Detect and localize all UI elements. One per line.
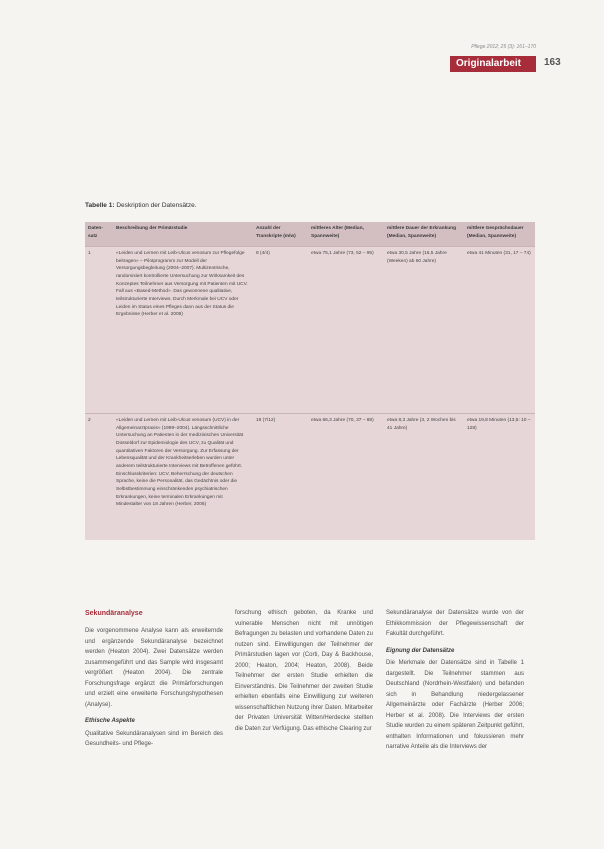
description-table bbox=[85, 222, 535, 540]
header-cell: mittlere Dauer der Erkrankung (Median, Spannweite) bbox=[384, 222, 464, 247]
text-column-2 bbox=[235, 608, 373, 738]
header-cell: Daten-satz bbox=[85, 222, 113, 247]
paragraph: Qualitative Sekundäranalysen sind im Bereich des Gesundheits- und Pflege- bbox=[85, 730, 223, 748]
paragraph: Die vorgenommene Analyse kann als erweiternde und ergänzende Sekundäranalyse bezeichnet werden (Heaton 2004). Zwei Datensätze werden zusammengeführt und das Sample wird insgesamt vergrößert (Heaton 2004). Die zentrale Forschungsfrage ergänzt die Primärforschungen und erzielt eine erweiterte Forschungshypothesen (Analyse). bbox=[85, 628, 223, 708]
paragraph: Die Merkmale der Datensätze sind in Tabelle 1 dargestellt. Die Teilnehmer stammen aus Deutschland (Nordrhein-Westfalen) und befanden sich in Behandlung niedergelassener Allgemeinärzte oder Fachärzte (Herber 2006; Herber et al. 2008). Die Interviews der ersten Studie wurden zu einem späteren Zeitpunkt geführt, enthalten Informationen und fokussieren mehr narrative Anteile als die Interviews der bbox=[386, 660, 524, 750]
journal-citation: Pflege 2012; 25 (3): 161–170 bbox=[471, 44, 536, 50]
paragraph: Sekundäranalyse der Datensätze wurde von der Ethikkommission der Pflegewissenschaft der Fakultät durchgeführt. bbox=[386, 610, 524, 637]
table-cell: 2 bbox=[85, 414, 113, 541]
table-header-row bbox=[85, 222, 535, 247]
table-cell: etwa 66,3 Jahre (70, 37 – 88) bbox=[308, 414, 384, 541]
table-cell: etwa 8,3 Jahre (3, 2 Wochen bis 41 Jahre) bbox=[384, 414, 464, 541]
table-cell: «Leiden und Lernen mit Leib-Ulcus venosum zur Pflegefolge beitragen» – Pilotprogramm zur Modell der Versorgungsbegleitung (2004–2007). Multizentrische, randomisiert kontrollierte Untersuchung zur Wirksamkeit des Konzeptes Teilnehmer aus Versorgung mit Patienten mit UCV. Fall aus «Based-Method». Das gewonnene qualitative, teilstrukturierte Interviews. Durch Merkmale bei UCV oder Leiden im Status eines Pfleges dann aus der Status die Ergebnisse (Herber et al. 2008) bbox=[113, 247, 253, 414]
table-cell: «Leiden und Lernen mit Leib-Ulcus venosum (UCV) in der Allgemeinarztpraxis» (1999–2004). Längsschnittliche Untersuchung an Patienten in der medizinischen Universität Düsseldorf zur Epidemiologie des UCV, zu Qualität und quantitativen Faktoren der Versorgung. Zur Erfassung der Lebensqualität und der Krankheitserleben wurden unter anderem teilstrukturierte Interviews mit Betroffenen geführt. Einschlusskriterien: UCV, Beherrschung der deutschen Sprache, keine die Personalität, das Gedächtnis oder die Selbstbestimmung einschränkenden psychiatrischen Erkrankungen, keine terminalen Erkrankungen mit Mindestalter von 18 Jahren (Herber, 2006) bbox=[113, 414, 253, 541]
table-row bbox=[85, 414, 535, 541]
section-label: Originalarbeit bbox=[450, 56, 536, 72]
table-caption bbox=[85, 202, 197, 209]
table-cell: 1 bbox=[85, 247, 113, 414]
table-cell: etwa 30,5 Jahre (16,5 Jahre (Weeken) ab 60 Jahre) bbox=[384, 247, 464, 414]
header-cell: Anzahl der Transkripte (m/w) bbox=[253, 222, 308, 247]
table-caption-text: Deskription der Datensätze. bbox=[116, 202, 197, 209]
section-heading: Sekundäranalyse bbox=[85, 610, 143, 617]
table-cell: etwa 19,8 Minuten (13,5: 10 – 128) bbox=[464, 414, 535, 541]
page-number: 163 bbox=[544, 57, 561, 68]
header-cell: Beschreibung der Primärstudie bbox=[113, 222, 253, 247]
table-cell: 19 (7/12) bbox=[253, 414, 308, 541]
text-column-3 bbox=[386, 608, 524, 757]
table-row bbox=[85, 247, 535, 414]
table-cell: etwa 75,1 Jahre (73, 52 – 95) bbox=[308, 247, 384, 414]
header-cell: mittleres Alter (Median, Spannweite) bbox=[308, 222, 384, 247]
table-caption-label: Tabelle 1: bbox=[85, 202, 115, 209]
subheading: Ethische Aspekte bbox=[85, 718, 135, 725]
table-cell: etwa 41 Minuten (31, 17 – 74) bbox=[464, 247, 535, 414]
paragraph: forschung ethisch geboten, da Kranke und vulnerable Menschen nicht mit unnötigen Befragungen zu belasten und vorhandene Daten zu nutzen sind. Einwilligungen der Teilnehmer der Primärstudien lagen vor (Corti, Day & Backhouse, 2000; Heaton, 2004; Heaton, 2008). Beide Teilnehmer der ersten Studie erhielten die Einverständnis. Die Teilnehmer der zweiten Studie erhielten ebenfalls eine Einwilligung zur weiteren wissenschaftlichen Nutzung ihrer Daten. Mitarbeiter der Privaten Universität Witten/Herdecke stellten die Daten zur Verfügung. Das ethische Clearing zur bbox=[235, 610, 373, 732]
subheading: Eignung der Datensätze bbox=[386, 647, 455, 654]
table-cell: 8 (4/4) bbox=[253, 247, 308, 414]
header-cell: mittlere Gesprächsdauer (Median, Spannweite) bbox=[464, 222, 535, 247]
text-column-1 bbox=[85, 608, 223, 754]
